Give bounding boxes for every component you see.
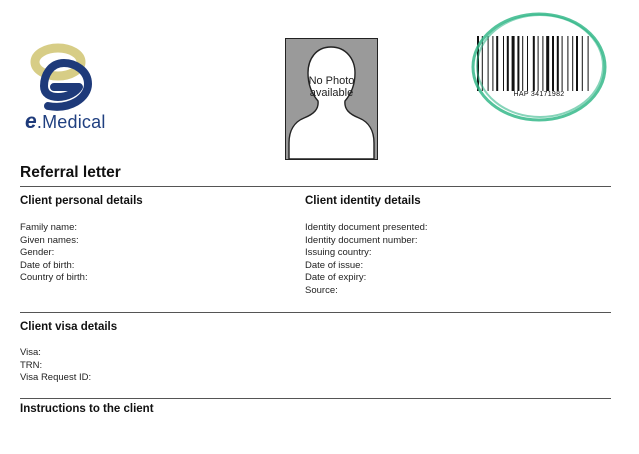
title-divider	[20, 186, 611, 187]
personal-field: Date of birth:	[20, 259, 75, 271]
barcode-bar	[512, 36, 515, 91]
brand-wordmark-rest: Medical	[42, 112, 106, 132]
barcode-bar	[517, 36, 519, 91]
instructions-heading: Instructions to the client	[20, 403, 154, 415]
barcode-bar	[496, 36, 498, 91]
brand-wordmark: e.Medical	[25, 110, 106, 133]
barcode-icon	[468, 8, 610, 126]
visa-details-heading: Client visa details	[20, 321, 118, 333]
visa-field: Visa Request ID:	[20, 372, 92, 384]
barcode-bar	[522, 36, 523, 91]
section-divider	[20, 312, 611, 313]
barcode-bar	[572, 36, 573, 91]
visa-field: Visa:	[20, 347, 41, 358]
identity-details-heading: Client identity details	[305, 195, 421, 207]
barcode-bar	[582, 36, 583, 91]
barcode-bar	[538, 36, 539, 91]
brand-wordmark-e: e	[25, 110, 37, 133]
photo-placeholder	[285, 38, 378, 160]
barcode-bar	[567, 36, 568, 91]
identity-field: Date of expiry:	[305, 272, 367, 284]
barcode-bar	[533, 36, 535, 91]
identity-field: Identity document presented:	[305, 222, 428, 233]
barcode-bar	[557, 36, 559, 91]
barcode-bar	[542, 36, 543, 91]
photo-placeholder-label	[286, 75, 377, 99]
barcode-bar	[562, 36, 563, 91]
section-divider	[20, 398, 611, 399]
visa-details-fields	[20, 347, 91, 385]
personal-field: Family name:	[20, 222, 78, 233]
page-title: Referral letter	[20, 164, 121, 181]
personal-details-fields	[20, 222, 88, 285]
barcode-bar	[507, 36, 509, 91]
person-silhouette-icon	[286, 39, 377, 159]
photo-label-line2: available	[309, 87, 354, 99]
personal-details-heading: Client personal details	[20, 195, 143, 207]
barcode-bar	[588, 36, 589, 91]
barcode-bar	[552, 36, 554, 91]
identity-field: Issuing country:	[305, 247, 372, 259]
barcode-bar	[546, 36, 549, 91]
identity-field: Identity document number:	[305, 234, 418, 246]
personal-field: Given names:	[20, 234, 79, 246]
barcode-bar	[503, 36, 504, 91]
identity-field: Date of issue:	[305, 259, 364, 271]
barcode-bar	[488, 36, 489, 91]
personal-field: Country of birth:	[20, 272, 88, 284]
identity-field: Source:	[305, 284, 338, 296]
barcode-bar	[527, 36, 528, 91]
barcode-bar	[576, 36, 578, 91]
photo-label-line1: No Photo	[308, 75, 355, 87]
barcode-caption: HAP 34171982	[513, 91, 565, 98]
barcode-bar	[492, 36, 493, 91]
identity-details-fields	[305, 222, 428, 298]
personal-field: Gender:	[20, 247, 55, 259]
visa-field: TRN:	[20, 359, 43, 371]
